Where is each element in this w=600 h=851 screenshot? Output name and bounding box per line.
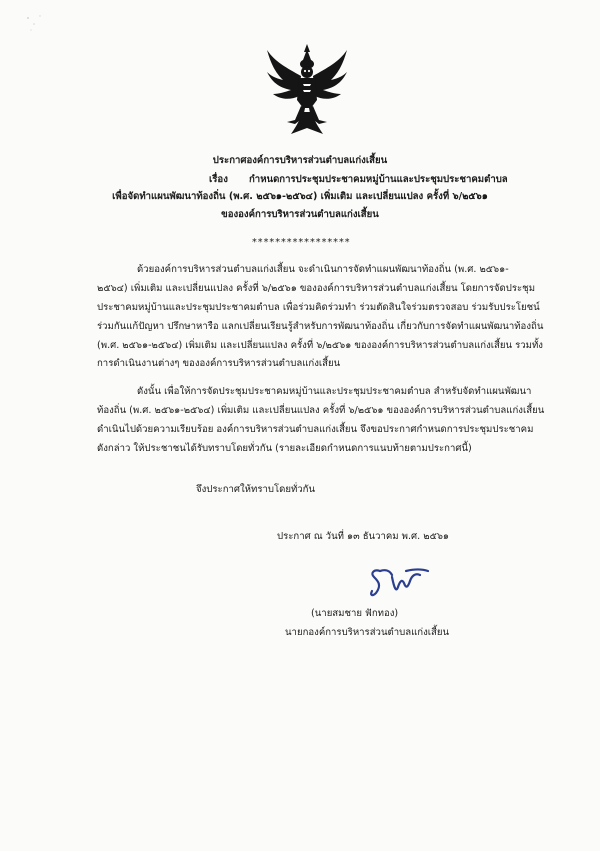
scan-speck — [22, 10, 52, 40]
subject-line-1: กำหนดการประชุมประชาคมหมู่บ้านและประชุมประชาคมตำบล — [249, 174, 508, 185]
paragraph-1-line: (พ.ศ. ๒๕๖๑-๒๕๖๔) เพิ่มเติม และเปลี่ยนแปลง ครั้งที่ ๖/๒๕๖๑ ขององค์การบริหารส่วนตำบลแก่งเสี้ยน รวมทั้ง — [97, 340, 543, 351]
paragraph-1-line: ด้วยองค์การบริหารส่วนตำบลแก่งเสี้ยน จะดำเนินการจัดทำแผนพัฒนาท้องถิ่น (พ.ศ. ๒๕๖๑- — [137, 264, 509, 275]
paragraph-1-line: การดำเนินงานต่างๆ ขององค์การบริหารส่วนตำบลแก่งเสี้ยน — [97, 358, 341, 369]
subject-line-3: ขององค์การบริหารส่วนตำบลแก่งเสี้ยน — [221, 209, 379, 220]
paragraph-2-line: ดำเนินไปด้วยความเรียบร้อย องค์การบริหารส่วนตำบลแก่งเสี้ยน จึงขอประกาศกำหนดการประชุมประชาคม — [97, 424, 534, 435]
handwritten-signature-icon — [366, 563, 432, 601]
paragraph-1-line: ร่วมกันแก้ปัญหา ปรึกษาหารือ แลกเปลี่ยนเรียนรู้สำหรับการพัฒนาท้องถิ่น เกี่ยวกับการจัดทำแผนพัฒนาท้องถิ่น — [97, 321, 544, 332]
date-line: ประกาศ ณ วันที่ ๑๓ ธันวาคม พ.ศ. ๒๕๖๑ — [277, 531, 450, 542]
separator-stars: ***************** — [252, 237, 351, 248]
announcement-heading: ประกาศองค์การบริหารส่วนตำบลแก่งเสี้ยน — [212, 155, 388, 166]
signer-name: (นายสมชาย ฟักทอง) — [311, 608, 399, 619]
subject-line-2: เพื่อจัดทำแผนพัฒนาท้องถิ่น (พ.ศ. ๒๕๖๑-๒๕๖๔) เพิ่มเติม และเปลี่ยนแปลง ครั้งที่ ๖/๒๕๖๑ — [112, 191, 488, 202]
garuda-emblem-icon — [265, 42, 349, 136]
paragraph-2-line: ท้องถิ่น (พ.ศ. ๒๕๖๑-๒๕๖๔) เพิ่มเติม และเปลี่ยนแปลง ครั้งที่ ๖/๒๕๖๑ ขององค์การบริหารส่วนตำบลแก่งเสี้ยน — [97, 405, 545, 416]
closing-line: จึงประกาศให้ทราบโดยทั่วกัน — [196, 484, 316, 495]
subject-prefix: เรื่อง — [209, 174, 228, 185]
signer-title: นายกองค์การบริหารส่วนตำบลแก่งเสี้ยน — [285, 627, 450, 638]
paragraph-1-line: ประชาคมหมู่บ้านและประชุมประชาคมตำบล เพื่อร่วมคิดร่วมทำ ร่วมตัดสินใจร่วมตรวจสอบ ร่วมรับประโยชน์ — [97, 302, 540, 313]
paragraph-2-line: ดังนั้น เพื่อให้การจัดประชุมประชาคมหมู่บ้านและประชุมประชาคมตำบล สำหรับจัดทำแผนพัฒนา — [137, 386, 532, 397]
paragraph-2-line: ดังกล่าว ให้ประชาชนได้รับทราบโดยทั่วกัน (รายละเอียดกำหนดการแนบท้ายตามประกาศนี้) — [97, 443, 472, 454]
paragraph-1-line: ๒๕๖๔) เพิ่มเติม และเปลี่ยนแปลง ครั้งที่ ๖/๒๕๖๑ ขององค์การบริหารส่วนตำบลแก่งเสี้ยน โดยการจัดประชุม — [97, 283, 536, 294]
